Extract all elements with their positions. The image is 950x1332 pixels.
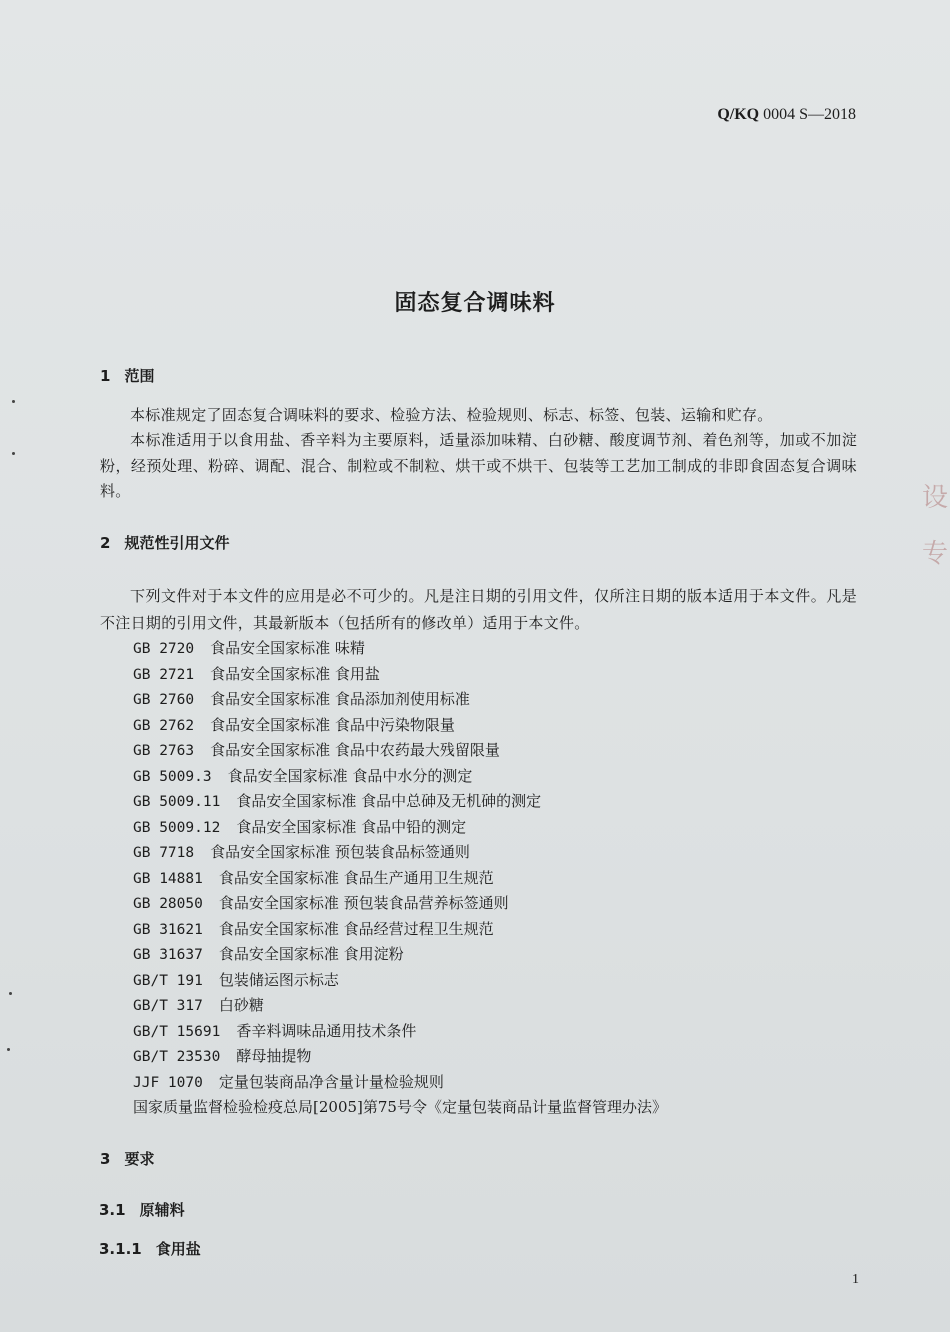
reference-code: GB 28050 (133, 896, 203, 912)
section-heading-1 (100, 365, 154, 386)
reference-name: 食品安全国家标准 食用淀粉 (218, 945, 404, 963)
reference-name: 食品安全国家标准 预包装食品标签通则 (210, 843, 470, 861)
reference-code: GB 5009.12 (133, 819, 221, 836)
reference-code: GB 31637 (133, 947, 203, 963)
section-heading-3 (100, 1148, 154, 1169)
reference-name: 食品安全国家标准 食品中农药最大残留限量 (210, 741, 500, 759)
reference-name: 食品安全国家标准 食品中铅的测定 (236, 817, 467, 836)
section-title: 食用盐 (155, 1240, 201, 1258)
reference-item (133, 866, 667, 892)
scan-speck (9, 992, 12, 995)
standard-code (717, 106, 856, 124)
section-heading-2 (100, 532, 229, 553)
reference-code: GB 5009.3 (133, 768, 212, 785)
reference-name: 食品安全国家标准 预包装食品营养标签通则 (218, 894, 509, 912)
reference-name: 食品安全国家标准 食品生产通用卫生规范 (218, 868, 494, 887)
section-heading-3-1 (99, 1199, 185, 1220)
stamp-fragment: 设 专 (922, 483, 949, 569)
reference-name: 白砂糖 (218, 996, 264, 1014)
reference-name: 定量包装商品净含量计量检验规则 (218, 1072, 444, 1091)
reference-item (133, 993, 667, 1019)
reference-name: 包装储运图示标志 (218, 970, 339, 989)
reference-code: GB/T 23530 (133, 1049, 221, 1065)
reference-name: 食品安全国家标准 食品中总砷及无机砷的测定 (236, 792, 542, 810)
reference-code: GB/T 191 (133, 972, 203, 989)
reference-name: 食品安全国家标准 食品中水分的测定 (227, 766, 473, 785)
scan-speck (12, 400, 15, 403)
standard-code-prefix: Q/KQ (717, 106, 760, 123)
reference-name: 食品安全国家标准 食品经营过程卫生规范 (218, 919, 494, 938)
scope-paragraph-1: 本标准规定了固态复合调味料的要求、检验方法、检验规则、标志、标签、包装、运输和贮存。 (130, 406, 773, 424)
reference-code: GB 7718 (133, 845, 195, 861)
reference-order: 国家质量监督检验检疫总局[2005]第75号令《定量包装商品计量监督管理办法》 (133, 1098, 667, 1116)
reference-code: JJF 1070 (133, 1074, 203, 1091)
reference-name: 食品安全国家标准 食品添加剂使用标准 (210, 690, 470, 708)
reference-item (133, 789, 667, 815)
reference-code: GB 2760 (133, 692, 195, 708)
reference-item (133, 968, 667, 994)
reference-code: GB 2721 (133, 666, 195, 683)
reference-item (133, 917, 667, 943)
section-title: 原辅料 (139, 1201, 185, 1219)
section-title: 规范性引用文件 (124, 534, 230, 552)
reference-code: GB/T 15691 (133, 1023, 221, 1040)
reference-item (133, 1070, 667, 1096)
reference-list (133, 636, 667, 1121)
reference-item (133, 891, 667, 917)
section-number: 3.1.1 (99, 1240, 142, 1258)
reference-name: 酵母抽提物 (236, 1047, 312, 1065)
scan-speck (7, 1048, 10, 1051)
reference-item (133, 687, 667, 713)
document-title: 固态复合调味料 (394, 291, 556, 316)
reference-code: GB 14881 (133, 870, 203, 887)
section-title: 要求 (124, 1150, 155, 1168)
reference-item (133, 942, 667, 968)
reference-code: GB 2763 (133, 743, 195, 759)
reference-code: GB 2762 (133, 717, 195, 734)
reference-item (133, 1044, 667, 1070)
reference-item (133, 636, 667, 662)
standard-code-number: 0004 S—2018 (763, 106, 856, 123)
references-intro-paragraph: 下列文件对于本文件的应用是必不可少的。凡是注日期的引用文件，仅所注日期的版本适用于本文件。凡是不注日期的引用文件，其最新版本（包括所有的修改单）适用于本文件。 (100, 587, 857, 632)
section-number: 2 (100, 534, 111, 552)
section-number: 1 (100, 367, 111, 385)
reference-item (133, 840, 667, 866)
reference-item (133, 662, 667, 688)
reference-name: 香辛料调味品通用技术条件 (236, 1021, 417, 1040)
section-heading-3-1-1 (99, 1238, 201, 1259)
reference-code: GB 31621 (133, 921, 203, 938)
reference-name: 食品安全国家标准 食用盐 (210, 664, 380, 683)
reference-code: GB 5009.11 (133, 794, 221, 810)
section-title: 范围 (124, 367, 155, 385)
reference-code: GB 2720 (133, 641, 195, 657)
reference-item (133, 815, 667, 841)
scope-paragraph-2: 本标准适用于以食用盐、香辛料为主要原料，适量添加味精、白砂糖、酸度调节剂、着色剂等，加或不加淀粉，经预处理、粉碎、调配、混合、制粒或不制粒、烘干或不烘干、包装等工艺加工制成的非即食固态复合调味料。 (100, 431, 857, 500)
section-number: 3 (100, 1150, 111, 1168)
reference-name: 食品安全国家标准 味精 (210, 639, 365, 657)
reference-item (133, 738, 667, 764)
reference-name: 食品安全国家标准 食品中污染物限量 (210, 715, 455, 734)
reference-item (133, 1019, 667, 1045)
section-number: 3.1 (99, 1201, 126, 1219)
reference-item (133, 764, 667, 790)
scan-speck (12, 452, 15, 455)
page-number: 1 (852, 1272, 859, 1287)
reference-code: GB/T 317 (133, 998, 203, 1014)
reference-item (133, 713, 667, 739)
